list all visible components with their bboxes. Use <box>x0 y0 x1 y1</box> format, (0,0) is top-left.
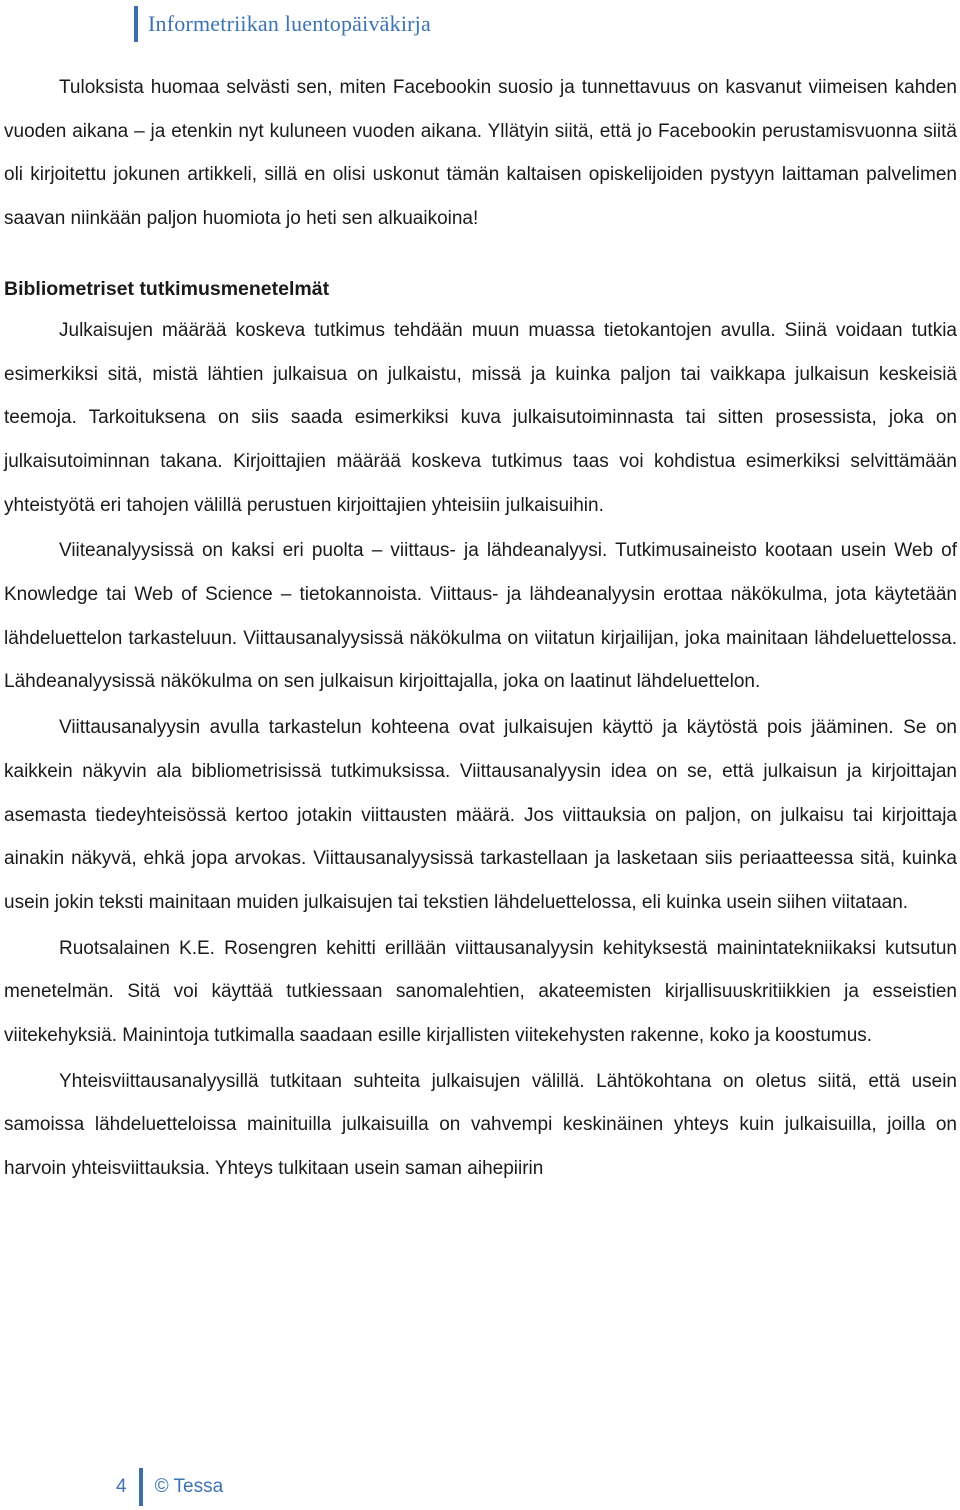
section-heading: Bibliometriset tutkimusmenetelmät <box>4 277 330 300</box>
paragraph-yhteisviittaus: Yhteisviittausanalyysillä tutkitaan suhteita julkaisujen välillä. Lähtökohtana on oletus siitä, että usein samoissa lähdeluetteloissa mainituilla julkaisuilla on vahvempi keskinäinen yhteys kuin julkaisuilla, joilla on harvoin yhteisviittauksia. Yhteys tulkitaan usein saman aihepiirin <box>4 1070 957 1180</box>
footer-divider <box>139 1468 143 1506</box>
copyright-text: © Tessa <box>154 1476 224 1497</box>
page-number: 4 <box>116 1476 127 1497</box>
document-body <box>4 66 957 1191</box>
page-footer <box>116 1468 223 1506</box>
document-title: Informetriikan luentopäiväkirja <box>148 11 431 36</box>
paragraph-rosengren: Ruotsalainen K.E. Rosengren kehitti erillään viittausanalyysin kehityksestä mainintatekniikaksi kutsutun menetelmän. Sitä voi käyttää tutkiessaan sanomalehtien, akateemisten kirjallisuuskritiikkien ja esseistien viitekehyksiä. Mainintoja tutkimalla saadaan esille kirjallisten viitekehysten rakenne, koko ja koostumus. <box>4 937 957 1047</box>
page-header <box>134 6 431 42</box>
paragraph-julkaisujen: Julkaisujen määrää koskeva tutkimus tehdään muun muassa tietokantojen avulla. Siinä voidaan tutkia esimerkiksi sitä, mistä lähtien julkaisua on julkaistu, missä ja kuinka paljon tai vaikkapa julkaisun keskeisiä teemoja. Tarkoituksena on siis saada esimerkiksi kuva julkaisutoiminnasta tai sitten prosessista, joka on julkaisutoiminnan takana. Kirjoittajien määrää koskeva tutkimus taas voi kohdistua esimerkiksi selvittämään yhteistyötä eri tahojen välillä perustuen kirjoittajien yhteisiin julkaisuihin. <box>4 319 957 516</box>
paragraph-viittausanalyysi: Viittausanalyysin avulla tarkastelun kohteena ovat julkaisujen käyttö ja käytöstä pois jääminen. Se on kaikkein näkyvin ala bibliometrisissä tutkimuksissa. Viittausanalyysin idea on se, että julkaisun ja kirjoittajan asemasta tiedeyhteisössä kertoo jotakin viittausten määrä. Jos viittauksia on paljon, on julkaisu tai kirjoittaja ainakin näkyvä, ehkä jopa arvokas. Viittausanalyysissä tarkastellaan ja lasketaan siis periaatteessa sitä, kuinka usein jokin teksti mainitaan muiden julkaisujen tai tekstien lähdeluettelossa, eli kuinka usein siihen viitataan. <box>4 717 957 913</box>
intro-paragraph: Tuloksista huomaa selvästi sen, miten Facebookin suosio ja tunnettavuus on kasvanut viimeisen kahden vuoden aikana – ja etenkin nyt kuluneen vuoden aikana. Yllätyin siitä, että jo Facebookin perustamisvuonna siitä oli kirjoitettu jokunen artikkeli, sillä en olisi uskonut tämän kaltaisen opiskelijoiden pystyyn laittaman palvelimen saavan niinkään paljon huomiota jo heti sen alkuaikoina! <box>4 77 957 230</box>
paragraph-viiteanalyysi: Viiteanalyysissä on kaksi eri puolta – viittaus- ja lähdeanalyysi. Tutkimusaineisto kootaan usein Web of Knowledge tai Web of Science – tietokannoista. Viittaus- ja lähdeanalyysin erottaa näkökulma, jota käytetään lähdeluettelon tarkasteluun. Viittausanalyysissä näkökulma on viitatun kirjailijan, joka mainitaan lähdeluettelossa. Lähdeanalyysissä näkökulma on sen julkaisun kirjoittajalla, joka on laatinut lähdeluettelon. <box>4 540 957 693</box>
